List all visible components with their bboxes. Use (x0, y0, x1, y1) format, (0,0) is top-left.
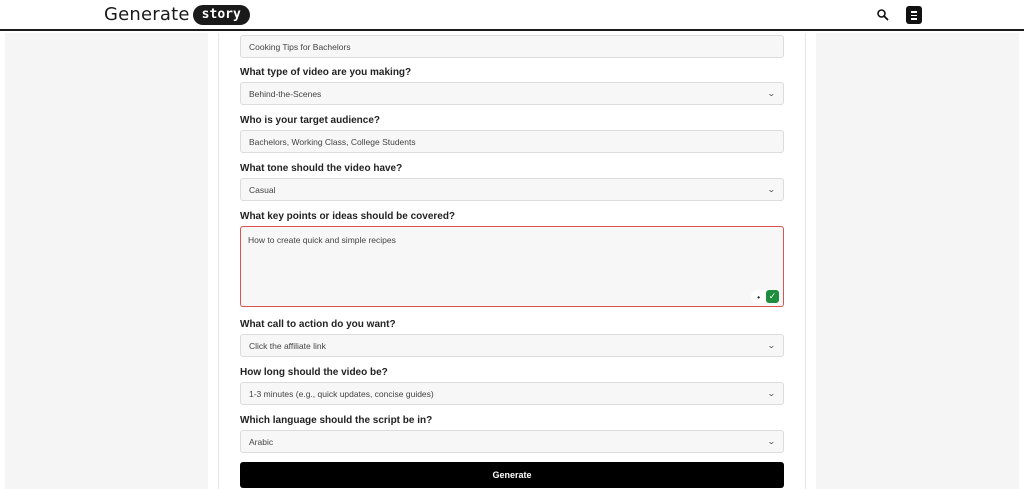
chevron-down-icon: ⌄ (767, 437, 777, 446)
search-icon[interactable] (876, 8, 890, 22)
language-label: Which language should the script be in? (240, 415, 433, 426)
tone-select[interactable] (240, 178, 784, 201)
language-value: Arabic (249, 436, 274, 447)
logo[interactable] (104, 4, 250, 25)
chevron-down-icon: ⌄ (767, 341, 777, 350)
right-side-panel (816, 33, 1019, 489)
length-label: How long should the video be? (240, 367, 388, 378)
chevron-down-icon: ⌄ (767, 185, 777, 194)
key-points-value: How to create quick and simple recipes (248, 235, 396, 245)
tone-label: What tone should the video have? (240, 163, 403, 174)
top-header (0, 0, 1024, 31)
cta-select[interactable] (240, 334, 784, 357)
title-input[interactable] (240, 35, 784, 58)
video-type-select[interactable] (240, 82, 784, 105)
logo-pill: story (193, 5, 250, 25)
pen-icon[interactable]: ▪ (754, 292, 764, 301)
cta-value: Click the affiliate link (249, 340, 326, 351)
left-side-panel (5, 33, 208, 489)
video-type-label: What type of video are you making? (240, 67, 412, 78)
length-select[interactable] (240, 382, 784, 405)
key-points-textarea[interactable] (240, 226, 784, 307)
cta-label: What call to action do you want? (240, 319, 396, 330)
audience-input[interactable] (240, 130, 784, 153)
logo-text: Generate (104, 4, 190, 25)
audience-value: Bachelors, Working Class, College Students (249, 136, 416, 147)
language-select[interactable] (240, 430, 784, 453)
menu-icon[interactable] (906, 6, 922, 24)
generate-button[interactable]: Generate (240, 462, 784, 488)
audience-label: Who is your target audience? (240, 115, 381, 126)
tone-value: Casual (249, 184, 276, 195)
video-type-value: Behind-the-Scenes (249, 88, 322, 99)
chevron-down-icon: ⌄ (767, 89, 777, 98)
key-points-label: What key points or ideas should be covered? (240, 211, 456, 222)
check-icon[interactable]: ✓ (766, 290, 779, 303)
title-input-value: Cooking Tips for Bachelors (249, 41, 351, 52)
length-value: 1-3 minutes (e.g., quick updates, concise guides) (249, 388, 434, 399)
textarea-tools (751, 290, 779, 303)
chevron-down-icon: ⌄ (767, 389, 777, 398)
